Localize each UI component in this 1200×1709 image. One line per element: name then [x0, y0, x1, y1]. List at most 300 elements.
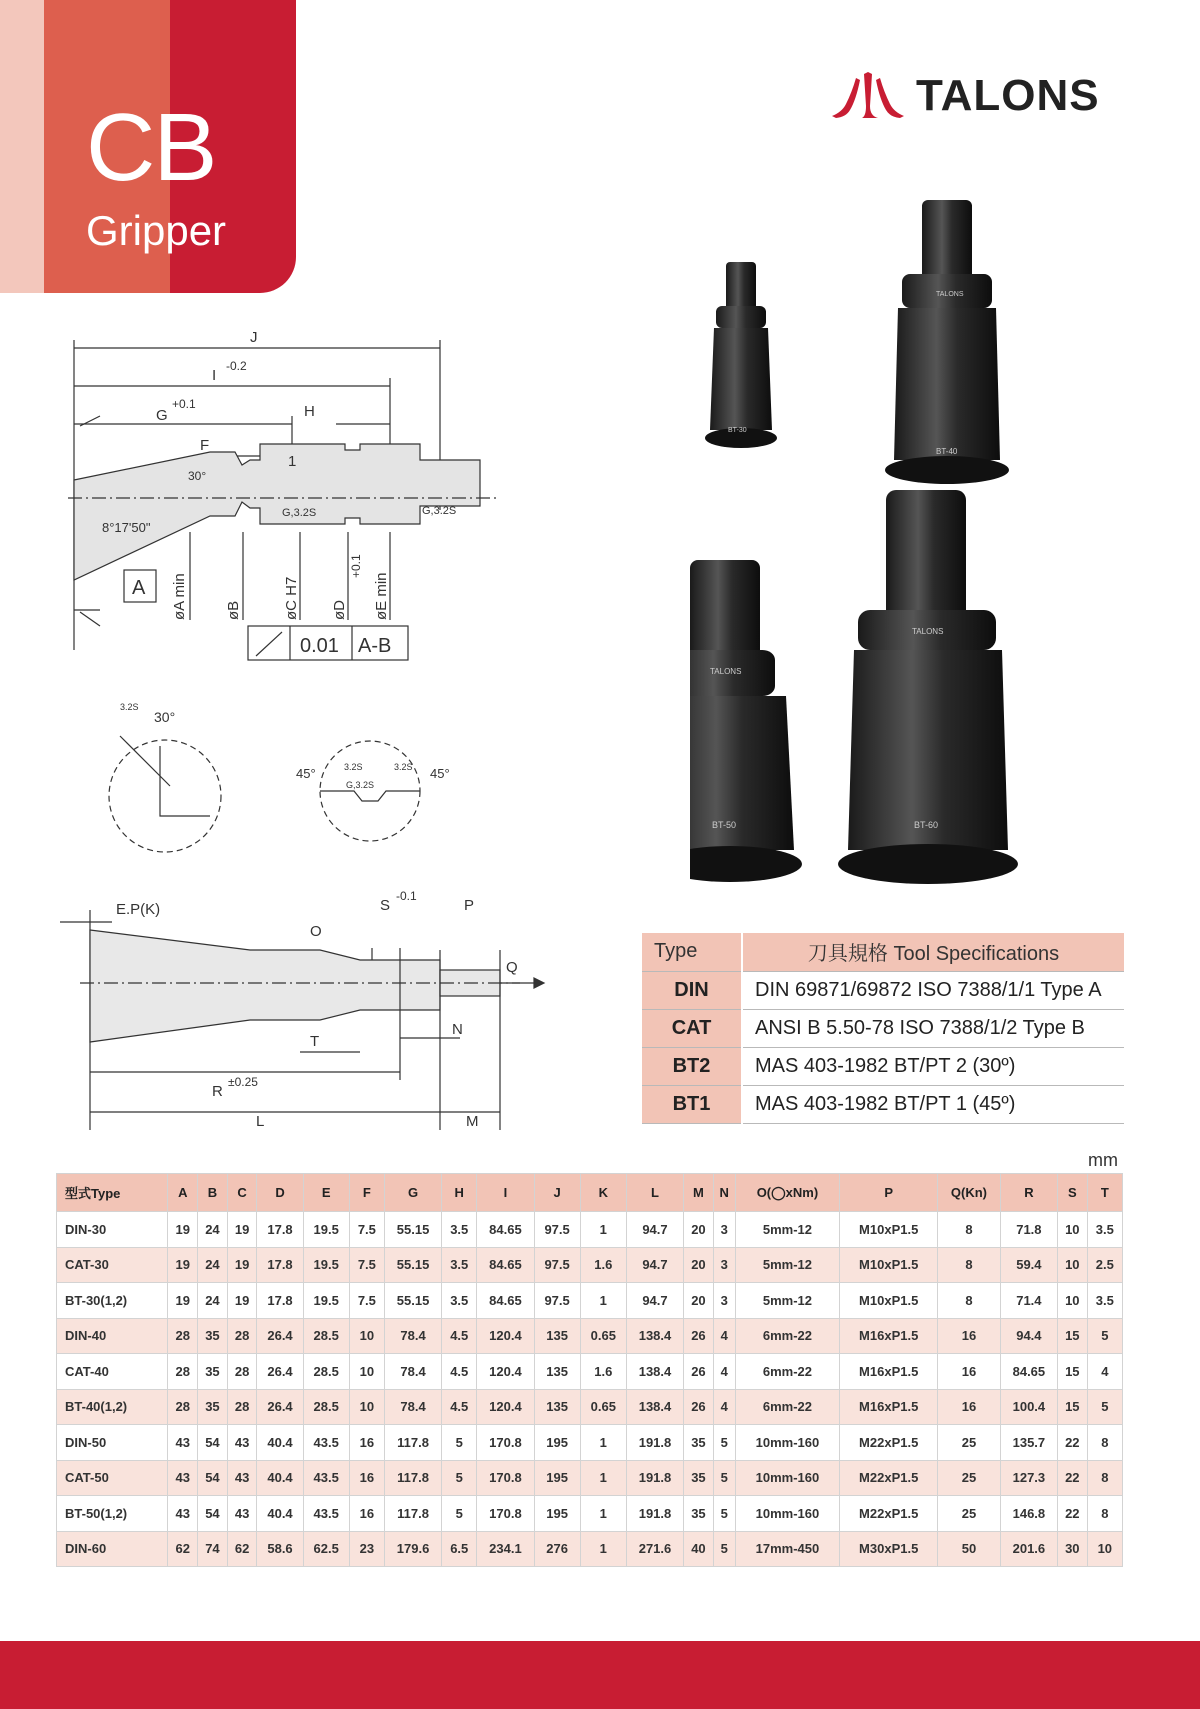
table-cell: 138.4 [626, 1389, 683, 1425]
table-cell: 26 [684, 1389, 714, 1425]
spec-row [642, 1009, 1124, 1047]
banner-stripe-light [0, 0, 44, 293]
table-cell: M16xP1.5 [840, 1354, 938, 1390]
dims-header-col: C [227, 1174, 257, 1212]
spec-type: BT2 [642, 1047, 742, 1085]
table-cell: 54 [198, 1460, 228, 1496]
table-cell: 4 [713, 1318, 735, 1354]
table-cell: 43 [168, 1496, 198, 1532]
photo-label-bt50: BT-50 [712, 820, 737, 830]
table-cell: 5 [442, 1425, 477, 1461]
table-cell: 43 [227, 1496, 257, 1532]
row-type-cell: DIN-60 [57, 1531, 168, 1567]
table-cell: 3 [713, 1212, 735, 1248]
photo-label-bt40: BT-40 [936, 447, 958, 456]
detail-right-finish-3: 3.2S [394, 762, 413, 772]
table-cell: 74 [198, 1531, 228, 1567]
table-cell: 5 [713, 1425, 735, 1461]
table-row [57, 1496, 1123, 1532]
table-cell: 19 [227, 1212, 257, 1248]
table-cell: 28 [168, 1354, 198, 1390]
table-cell: 1.6 [580, 1354, 626, 1390]
table-cell: 59.4 [1000, 1247, 1057, 1283]
dim-b: øB [225, 600, 242, 620]
dim-h: H [304, 403, 315, 420]
table-cell: 16 [349, 1496, 384, 1532]
table-cell: 43 [168, 1425, 198, 1461]
table-cell: M10xP1.5 [840, 1212, 938, 1248]
dim-i-tol: -0.2 [226, 359, 247, 373]
angle-30: 30° [188, 469, 207, 483]
table-cell: 28 [227, 1354, 257, 1390]
detail-right-finish-1: 3.2S [344, 762, 363, 772]
table-cell: 35 [198, 1389, 228, 1425]
table-cell: 78.4 [384, 1354, 441, 1390]
table-cell: 43 [168, 1460, 198, 1496]
detail-left-angle: 30° [154, 709, 176, 725]
dims-header-col: I [477, 1174, 534, 1212]
row-type-cell: BT-30(1,2) [57, 1283, 168, 1319]
table-cell: 4.5 [442, 1318, 477, 1354]
dim-s: S [380, 897, 391, 914]
table-cell: 19 [227, 1283, 257, 1319]
table-cell: 5 [713, 1496, 735, 1532]
table-cell: 3.5 [442, 1247, 477, 1283]
table-cell: 28 [227, 1389, 257, 1425]
table-cell: 100.4 [1000, 1389, 1057, 1425]
table-cell: 17.8 [257, 1212, 303, 1248]
dims-header-col: G [384, 1174, 441, 1212]
dims-header-col: Q(Kn) [938, 1174, 1001, 1212]
table-cell: 0.65 [580, 1318, 626, 1354]
row-type-cell: CAT-30 [57, 1247, 168, 1283]
table-cell: 78.4 [384, 1389, 441, 1425]
table-cell: 10mm-160 [735, 1460, 840, 1496]
table-cell: 276 [534, 1531, 580, 1567]
table-cell: 30 [1057, 1531, 1087, 1567]
table-cell: 5 [1087, 1389, 1122, 1425]
table-cell: M30xP1.5 [840, 1531, 938, 1567]
table-cell: M22xP1.5 [840, 1496, 938, 1532]
table-row [57, 1531, 1123, 1567]
tool-spec-table [642, 933, 1124, 1124]
table-cell: 24 [198, 1212, 228, 1248]
table-cell: 4.5 [442, 1354, 477, 1390]
table-cell: 19.5 [303, 1283, 349, 1319]
page-subtitle: Gripper [86, 207, 227, 254]
table-cell: 1 [580, 1212, 626, 1248]
table-cell: 10 [1087, 1531, 1122, 1567]
table-cell: 28.5 [303, 1354, 349, 1390]
table-cell: 6mm-22 [735, 1389, 840, 1425]
dims-header-col: O(◯xNm) [735, 1174, 840, 1212]
gripper-photo-bt40 [885, 200, 1009, 484]
table-cell: 71.8 [1000, 1212, 1057, 1248]
table-cell: 0.65 [580, 1389, 626, 1425]
dim-1: 1 [288, 453, 297, 470]
table-cell: 10 [349, 1389, 384, 1425]
table-cell: 15 [1057, 1389, 1087, 1425]
table-cell: 94.7 [626, 1212, 683, 1248]
table-cell: 16 [938, 1354, 1001, 1390]
table-cell: 26 [684, 1354, 714, 1390]
table-cell: 191.8 [626, 1425, 683, 1461]
table-cell: 8 [938, 1247, 1001, 1283]
table-cell: 24 [198, 1247, 228, 1283]
spec-row [642, 1047, 1124, 1085]
dim-m: M [466, 1113, 479, 1130]
row-type-cell: CAT-50 [57, 1460, 168, 1496]
table-cell: 4.5 [442, 1389, 477, 1425]
row-type-cell: BT-40(1,2) [57, 1389, 168, 1425]
table-cell: 26 [684, 1318, 714, 1354]
table-cell: 7.5 [349, 1283, 384, 1319]
table-cell: 17mm-450 [735, 1531, 840, 1567]
finish-2: G,3.2S [422, 505, 457, 517]
gripper-photo-bt50 [690, 560, 802, 882]
table-cell: 58.6 [257, 1531, 303, 1567]
talons-claw-icon [828, 70, 908, 122]
dim-e: øE min [373, 572, 390, 620]
dims-header-col: B [198, 1174, 228, 1212]
table-cell: 84.65 [477, 1212, 534, 1248]
spec-header-row [642, 933, 1124, 971]
table-cell: 94.7 [626, 1247, 683, 1283]
dims-header-col: D [257, 1174, 303, 1212]
dims-header-col: M [684, 1174, 714, 1212]
table-cell: 54 [198, 1496, 228, 1532]
dim-j: J [250, 329, 258, 346]
table-cell: 195 [534, 1496, 580, 1532]
table-cell: 3.5 [1087, 1283, 1122, 1319]
table-cell: 20 [684, 1212, 714, 1248]
spec-row [642, 971, 1124, 1009]
table-cell: 15 [1057, 1318, 1087, 1354]
table-cell: 50 [938, 1531, 1001, 1567]
table-cell: 84.65 [1000, 1354, 1057, 1390]
table-cell: 191.8 [626, 1496, 683, 1532]
angle-taper: 8°17'50" [102, 520, 151, 535]
table-cell: 16 [938, 1318, 1001, 1354]
table-cell: 19 [168, 1212, 198, 1248]
table-cell: 5mm-12 [735, 1283, 840, 1319]
table-cell: 22 [1057, 1425, 1087, 1461]
spec-value: DIN 69871/69872 ISO 7388/1/1 Type A [742, 971, 1124, 1009]
footer-bar [0, 1641, 1200, 1709]
table-row [57, 1354, 1123, 1390]
table-cell: 271.6 [626, 1531, 683, 1567]
table-cell: 35 [684, 1460, 714, 1496]
dims-header-col: P [840, 1174, 938, 1212]
table-cell: M22xP1.5 [840, 1425, 938, 1461]
row-type-cell: BT-50(1,2) [57, 1496, 168, 1532]
gripper-photo-bt60 [838, 490, 1018, 884]
dims-header-col: R [1000, 1174, 1057, 1212]
table-cell: 43.5 [303, 1460, 349, 1496]
brand-logo [828, 70, 1100, 122]
table-cell: 117.8 [384, 1496, 441, 1532]
table-cell: 234.1 [477, 1531, 534, 1567]
table-row [57, 1318, 1123, 1354]
detail-right-angle-2: 45° [430, 766, 450, 781]
table-cell: 55.15 [384, 1247, 441, 1283]
table-cell: 25 [938, 1496, 1001, 1532]
table-cell: 7.5 [349, 1212, 384, 1248]
table-cell: 117.8 [384, 1425, 441, 1461]
table-cell: 135 [534, 1354, 580, 1390]
table-cell: 3.5 [442, 1283, 477, 1319]
dim-s-tol: -0.1 [396, 890, 417, 903]
dim-d-tol: +0.1 [349, 554, 363, 578]
table-cell: 3.5 [1087, 1212, 1122, 1248]
table-cell: 5 [713, 1531, 735, 1567]
dims-header-col: F [349, 1174, 384, 1212]
table-cell: 15 [1057, 1354, 1087, 1390]
gripper-photo-bt30 [705, 262, 777, 448]
spec-value: MAS 403-1982 BT/PT 2 (30º) [742, 1047, 1124, 1085]
table-cell: 1 [580, 1496, 626, 1532]
table-cell: 25 [938, 1425, 1001, 1461]
table-cell: 4 [1087, 1354, 1122, 1390]
table-cell: 3 [713, 1247, 735, 1283]
table-cell: 35 [684, 1496, 714, 1532]
table-cell: 1 [580, 1425, 626, 1461]
table-cell: 26.4 [257, 1318, 303, 1354]
runout-value: 0.01 [300, 635, 339, 657]
table-cell: 40 [684, 1531, 714, 1567]
dim-g: G [156, 407, 168, 424]
table-cell: 6mm-22 [735, 1354, 840, 1390]
dim-g-tol: +0.1 [172, 397, 196, 411]
table-cell: 35 [198, 1318, 228, 1354]
spec-type: DIN [642, 971, 742, 1009]
dims-header-col: K [580, 1174, 626, 1212]
table-cell: 17.8 [257, 1283, 303, 1319]
photo-label-bt60: BT-60 [914, 820, 939, 830]
dim-p: P [464, 897, 475, 914]
spec-value: MAS 403-1982 BT/PT 1 (45º) [742, 1085, 1124, 1123]
table-cell: 43 [227, 1460, 257, 1496]
table-cell: 10 [1057, 1247, 1087, 1283]
table-cell: 40.4 [257, 1496, 303, 1532]
table-cell: 6.5 [442, 1531, 477, 1567]
table-cell: 26.4 [257, 1354, 303, 1390]
spec-value: ANSI B 5.50-78 ISO 7388/1/2 Type B [742, 1009, 1124, 1047]
table-cell: 5mm-12 [735, 1247, 840, 1283]
dim-a: øA min [171, 573, 188, 620]
table-cell: 138.4 [626, 1318, 683, 1354]
table-cell: 4 [713, 1354, 735, 1390]
table-cell: 179.6 [384, 1531, 441, 1567]
table-cell: 62.5 [303, 1531, 349, 1567]
table-cell: 19 [168, 1247, 198, 1283]
table-cell: 117.8 [384, 1460, 441, 1496]
dims-header-col: L [626, 1174, 683, 1212]
dim-t: T [310, 1033, 320, 1050]
table-cell: 24 [198, 1283, 228, 1319]
runout-datum: A-B [358, 635, 392, 657]
table-cell: 170.8 [477, 1460, 534, 1496]
spec-type: BT1 [642, 1085, 742, 1123]
row-type-cell: DIN-50 [57, 1425, 168, 1461]
table-cell: 170.8 [477, 1425, 534, 1461]
table-cell: 1 [580, 1283, 626, 1319]
table-row [57, 1247, 1123, 1283]
table-cell: M22xP1.5 [840, 1460, 938, 1496]
table-cell: M16xP1.5 [840, 1318, 938, 1354]
table-cell: 54 [198, 1425, 228, 1461]
page-title: CB [86, 94, 216, 201]
table-cell: 19.5 [303, 1212, 349, 1248]
table-cell: 138.4 [626, 1354, 683, 1390]
table-cell: 35 [198, 1354, 228, 1390]
dims-header-col: H [442, 1174, 477, 1212]
table-row [57, 1460, 1123, 1496]
table-cell: 20 [684, 1283, 714, 1319]
table-cell: 19.5 [303, 1247, 349, 1283]
table-cell: 5 [1087, 1318, 1122, 1354]
table-cell: 16 [349, 1460, 384, 1496]
table-cell: 146.8 [1000, 1496, 1057, 1532]
table-cell: 94.4 [1000, 1318, 1057, 1354]
table-cell: 191.8 [626, 1460, 683, 1496]
table-cell: 40.4 [257, 1425, 303, 1461]
spec-row [642, 1085, 1124, 1123]
dim-r-tol: ±0.25 [228, 1075, 258, 1089]
table-cell: 7.5 [349, 1247, 384, 1283]
table-cell: 97.5 [534, 1212, 580, 1248]
table-cell: 71.4 [1000, 1283, 1057, 1319]
table-cell: 2.5 [1087, 1247, 1122, 1283]
table-cell: 25 [938, 1460, 1001, 1496]
table-cell: 97.5 [534, 1283, 580, 1319]
detail-left-finish: 3.2S [120, 702, 139, 712]
table-cell: M10xP1.5 [840, 1283, 938, 1319]
table-cell: 43 [227, 1425, 257, 1461]
table-cell: 5 [442, 1460, 477, 1496]
table-cell: 62 [227, 1531, 257, 1567]
table-cell: 43.5 [303, 1496, 349, 1532]
product-photos [690, 200, 1110, 890]
table-cell: 120.4 [477, 1354, 534, 1390]
table-cell: 43.5 [303, 1425, 349, 1461]
table-cell: 40.4 [257, 1460, 303, 1496]
dims-header-row [57, 1174, 1123, 1212]
table-cell: 22 [1057, 1496, 1087, 1532]
table-cell: 23 [349, 1531, 384, 1567]
table-cell: 170.8 [477, 1496, 534, 1532]
table-cell: 28 [227, 1318, 257, 1354]
table-cell: 8 [1087, 1460, 1122, 1496]
table-cell: M16xP1.5 [840, 1389, 938, 1425]
dims-header-col: N [713, 1174, 735, 1212]
table-cell: 1 [580, 1531, 626, 1567]
table-cell: 84.65 [477, 1283, 534, 1319]
row-type-cell: CAT-40 [57, 1354, 168, 1390]
detail-right-finish-2: G,3.2S [346, 780, 375, 790]
table-cell: 19 [168, 1283, 198, 1319]
table-cell: 28.5 [303, 1389, 349, 1425]
detail-views [100, 696, 460, 871]
table-cell: 8 [1087, 1425, 1122, 1461]
table-cell: 10 [349, 1318, 384, 1354]
dims-header-col: S [1057, 1174, 1087, 1212]
row-type-cell: DIN-40 [57, 1318, 168, 1354]
table-cell: 3.5 [442, 1212, 477, 1248]
table-cell: 10 [349, 1354, 384, 1390]
table-cell: 3 [713, 1283, 735, 1319]
dim-i: I [212, 367, 217, 384]
table-cell: 1.6 [580, 1247, 626, 1283]
dims-header-col: A [168, 1174, 198, 1212]
table-cell: 28 [168, 1389, 198, 1425]
table-cell: 8 [938, 1212, 1001, 1248]
table-cell: 120.4 [477, 1389, 534, 1425]
table-cell: 1 [580, 1460, 626, 1496]
table-cell: 120.4 [477, 1318, 534, 1354]
spec-header-specs: 刀具規格 Tool Specifications [742, 933, 1124, 971]
technical-drawing-assembly [60, 890, 560, 1140]
table-cell: 28.5 [303, 1318, 349, 1354]
table-row [57, 1389, 1123, 1425]
table-cell: 135 [534, 1389, 580, 1425]
table-cell: 127.3 [1000, 1460, 1057, 1496]
finish-1: G,3.2S [282, 507, 317, 519]
table-cell: 10mm-160 [735, 1496, 840, 1532]
table-cell: M10xP1.5 [840, 1247, 938, 1283]
dim-q: Q [506, 959, 518, 976]
row-type-cell: DIN-30 [57, 1212, 168, 1248]
table-cell: 84.65 [477, 1247, 534, 1283]
table-cell: 55.15 [384, 1283, 441, 1319]
table-cell: 6mm-22 [735, 1318, 840, 1354]
detail-right-angle-1: 45° [296, 766, 316, 781]
dim-ep-k: E.P(K) [116, 901, 161, 918]
dim-c: øC H7 [283, 576, 300, 620]
table-cell: 22 [1057, 1460, 1087, 1496]
table-cell: 135.7 [1000, 1425, 1057, 1461]
dims-header-col: T [1087, 1174, 1122, 1212]
brand-name: TALONS [916, 71, 1100, 120]
table-cell: 62 [168, 1531, 198, 1567]
table-cell: 35 [684, 1425, 714, 1461]
photo-logo-bt50: TALONS [710, 667, 742, 676]
table-cell: 20 [684, 1247, 714, 1283]
table-row [57, 1212, 1123, 1248]
table-cell: 201.6 [1000, 1531, 1057, 1567]
table-cell: 195 [534, 1460, 580, 1496]
photo-label-bt30: BT-30 [728, 427, 747, 434]
title-banner [0, 0, 296, 293]
table-cell: 10 [1057, 1212, 1087, 1248]
dim-d: øD [331, 600, 348, 620]
dims-header-col: E [303, 1174, 349, 1212]
table-cell: 78.4 [384, 1318, 441, 1354]
table-cell: 19 [227, 1247, 257, 1283]
table-cell: 17.8 [257, 1247, 303, 1283]
table-cell: 10 [1057, 1283, 1087, 1319]
table-cell: 4 [713, 1389, 735, 1425]
table-row [57, 1425, 1123, 1461]
photo-logo-bt40: TALONS [936, 291, 964, 298]
table-cell: 10mm-160 [735, 1425, 840, 1461]
table-cell: 16 [349, 1425, 384, 1461]
table-cell: 26.4 [257, 1389, 303, 1425]
spec-type: CAT [642, 1009, 742, 1047]
table-cell: 135 [534, 1318, 580, 1354]
photo-logo-bt60: TALONS [912, 627, 944, 636]
table-cell: 5 [442, 1496, 477, 1532]
